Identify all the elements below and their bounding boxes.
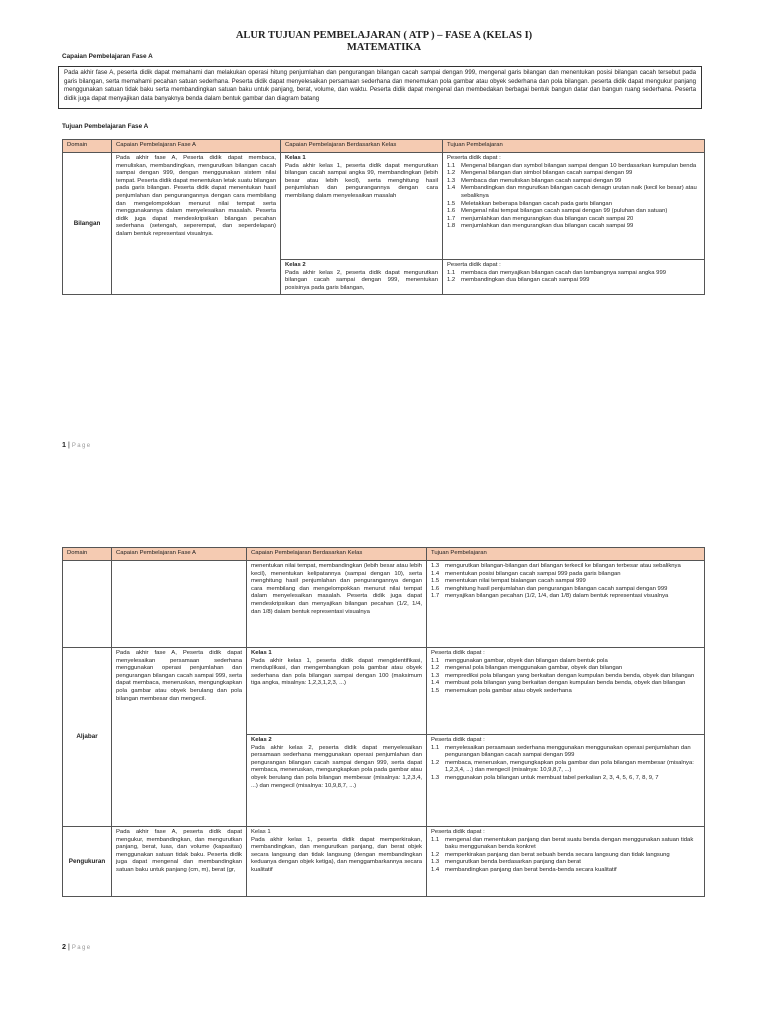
header-cp-fase: Capaian Pembelajaran Fase A	[112, 548, 247, 561]
cp-kelas-1-pengukuran	[247, 827, 427, 897]
tp-intro: Peserta didik dapat :	[431, 737, 485, 743]
title-line-1: ALUR TUJUAN PEMBELAJARAN ( ATP ) – FASE A (KELAS I)	[235, 30, 533, 41]
item-text: Mengenal nilai tempat bilangan cacah sampai dengan 99 (puluhan dan satuan)	[461, 208, 668, 215]
tp-list	[431, 837, 700, 875]
cp-fase-pengukuran: Pada akhir fase A, peserta didik dapat mengukur, membandingkan, dan mengurutkan panjang, berat, luas, dan volume (kapasitas) menggunakan satuan tidak baku. Peserta didik juga dapat mengenal dan membandingkan satuan baku untuk panjang (cm, m), berat (gr,	[112, 827, 247, 897]
item-number: 1.1	[431, 836, 440, 843]
list-item	[431, 593, 700, 601]
item-number: 1.3	[447, 177, 456, 184]
header-tujuan: Tujuan Pembelajaran	[427, 548, 705, 561]
tp-kelas-1-bilangan	[443, 153, 705, 260]
tp-intro: Peserta didik dapat :	[447, 262, 501, 268]
item-text: Membandingkan dan mngurutkan bilangan cacah denagn urutan naik (kecil ke besar) atau sebaliknya	[461, 185, 697, 199]
cp-kelas-1-bilangan	[281, 153, 443, 260]
kelas-1-title: Kelas 1	[251, 650, 272, 656]
tp-list	[431, 563, 700, 601]
item-number: 1.3	[431, 774, 440, 781]
domain-aljabar: Aljabar	[63, 648, 112, 827]
cp-fase-continued	[112, 561, 247, 648]
item-text: menentukan nilai tempat bialangan cacah sampai 999	[445, 578, 586, 585]
domain-bilangan: Bilangan	[63, 153, 112, 295]
list-item	[431, 571, 700, 579]
document-title	[0, 30, 768, 54]
item-text: mengenal pola bilangan menggunakan gambar, obyek dan bilangan	[445, 665, 623, 672]
item-text: mengurutkan benda berdasarkan panjang dan berat	[445, 859, 581, 866]
item-number: 1.2	[431, 759, 440, 766]
list-item	[447, 170, 700, 178]
cp-section-label: Capaian Pembelajaran Fase A	[62, 53, 153, 60]
cp-summary-box: Pada akhir fase A, peserta didik dapat memahami dan melakukan operasi hitung penjumlahan dan pengurangan bilangan cacah sampai dengan 999, mengenal garis bilangan dan menentukan posisi bilangan cacah tersebut pada garis bilangan, serta memahami pecahan satuan sederhana. Peserta didik dapat menyelesaikan persamaan sederhana dan menemukan pola gambar atau obyek sederhana dan pola bilangan. peserta didik dapat mengukur panjang menggunakan satuan tidak baku serta membandingkan satuan baku untuk panjang, berat, volume, dan waktu. Peserta didik dapat mengenal dan membedakan berbagai bentuk bangun datar dan bangun ruang sederhana. Peserta didik juga dapat menyajikan data banyaknya benda dalam bentuk gambar dan diagram batang	[58, 66, 702, 109]
kelas-2-text: Pada akhir kelas 2, peserta didik dapat menyelesaikan persamaan sederhana menggunakan operasi penjumlahan dan pengurangan bilangan cacah sampai dengan 999, serta dapat membaca, meneruskan, mengungkapkan pola pada gambar atau obyek berulang dan pola bilangan membesar (misalnya: 1,2,3,4, ...) dan mengecil (misalnya: 10,9,8,7, ...)	[251, 744, 422, 789]
item-text: membaca dan menyajikan bilangan cacah dan lambangnya sampai angka 999	[461, 269, 666, 276]
page-number: 2	[62, 942, 66, 951]
list-item	[447, 277, 700, 285]
item-text: Meletakkan beberapa bilangan cacah pada garis bilangan	[461, 200, 612, 207]
tp-kelas-2-bilangan	[443, 260, 705, 295]
list-item	[431, 665, 700, 673]
list-item	[447, 270, 700, 278]
item-number: 1.4	[431, 866, 440, 873]
cp-kelas-2-bilangan	[281, 260, 443, 295]
item-text: mengurutkan bilangan-bilangan dari bilangan terkecil ke bilangan terbesar atau sebaliknya	[445, 563, 681, 569]
list-item	[431, 760, 700, 775]
item-number: 1.3	[431, 563, 440, 569]
table-row	[63, 153, 705, 260]
title-line-2: MATEMATIKA	[346, 42, 422, 53]
atp-table-page-1	[62, 139, 705, 295]
item-text: Mengenal bilangan dan symbol bilangan sampai dengan 10 berdasarkan kumpulan benda	[461, 162, 697, 169]
item-text: Mengenal bilangan dan simbol bilangan cacah sampai dengan 99	[461, 170, 633, 177]
kelas-2-title: Kelas 2	[251, 737, 272, 743]
kelas-1-title: Kelas 1	[251, 829, 271, 835]
item-number: 1.1	[431, 657, 440, 664]
header-cp-kelas: Capaian Pembelajaran Berdasarkan Kelas	[247, 548, 427, 561]
tp-list	[447, 163, 700, 231]
item-number: 1.7	[447, 215, 456, 222]
item-text: menghitung hasil penjumlahan dan pengurangan bilangan cacah sampai dengan 999	[445, 585, 668, 592]
item-number: 1.4	[447, 185, 456, 192]
atp-table-page-2	[62, 547, 705, 897]
page-number: 1	[62, 440, 66, 449]
item-text: menentukan posisi bilangan cacah sampai 999 pada garis bilangan	[445, 570, 621, 577]
list-item	[431, 586, 700, 594]
cp-fase-bilangan: Pada akhir fase A, Peserta didik dapat membaca, menuliskan, membandingkan, mengurutkan bilangan cacah sampai dengan 999, dengan menggunakan sistem nilai tempat. Peserta didik dapat menentukan letak suatu bilangan pada garis bilangan. Peserta didik dapat menentukan hasil penjumlahan dan pengurangannya dengan cara membilang dan mengelompokkan menurut nilai tempat serta menggunakannya dalam menyelesaikan masalah. Peserta didik juga dapat mendeskripsikan bilangan pecahan sederhana (setengah, seperempat, dan seperdelapan) dalam bentuk representasi visualnya.	[112, 153, 281, 295]
tp-kelas-2-aljabar	[427, 735, 705, 827]
item-number: 1.2	[431, 851, 440, 858]
tp-kelas-1-pengukuran	[427, 827, 705, 897]
item-text: memperkirakan panjang dan berat sebuah benda secara langsung dan tidak langsung	[445, 851, 670, 858]
item-number: 1.5	[447, 200, 456, 207]
item-number: 1.1	[431, 744, 440, 751]
item-text: mengenal dan menentukan panjang dan berat suatu benda dengan menggunakan satuan tidak baku menggunakan benda konkret	[445, 836, 694, 851]
item-text: membandingkan dua bilangan cacah sampai 999	[461, 277, 590, 284]
table-row	[63, 561, 705, 648]
item-text: menyelesaikan persamaan sederhana menggunakan menggunakan operasi penjumlahan dan pengurangan bilangan cacah sampai dengan 999	[445, 744, 691, 759]
list-item	[447, 216, 700, 224]
tp-continued	[427, 561, 705, 648]
tp-list	[447, 270, 700, 285]
list-item	[431, 859, 700, 867]
tp-intro: Peserta didik dapat :	[431, 650, 485, 656]
list-item	[447, 223, 700, 231]
list-item	[431, 688, 700, 696]
item-text: menyajikan bilangan pecahan (1/2, 1/4, dan 1/8) dalam bentuk representasi visualnya	[445, 593, 669, 600]
table-row	[63, 827, 705, 897]
tp-kelas-1-aljabar	[427, 648, 705, 735]
header-domain: Domain	[63, 140, 112, 153]
list-item	[447, 208, 700, 216]
table-row	[63, 648, 705, 735]
item-text: Membaca dan menuliskan bilangan cacah sampai dengan 99	[461, 177, 622, 184]
kelas-1-title: Kelas 1	[285, 155, 306, 161]
item-text: membaca, meneruskan, mengungkapkan pola gambar dan pola bilangan membesar (misalnya: 1,2,3,4, ...) dan mengecil (misalnya: 10,9,8,7, ...)	[445, 759, 694, 774]
list-item	[431, 837, 700, 852]
header-domain: Domain	[63, 548, 112, 561]
cp-kelas-continued: menentukan nilai tempat, membandingkan (lebih besar atau lebih kecil), menentukan kelipatannya (sampai dengan 10), serta menghitung hasil penjumlahan dan pengurangannya dengan cara membilang dan mengelompokkan menurut nilai tempat dalam menyelesaikan masalah. Peserta didik juga dapat mendeskripsikan dan menyajikan bilangan pecahan (1/2, 1/4, dan 1/8) dalam bentuk representasi visualnya	[247, 561, 427, 648]
list-item	[431, 680, 700, 688]
tp-list	[431, 745, 700, 783]
item-number: 1.2	[447, 277, 456, 284]
item-number: 1.4	[431, 570, 440, 577]
header-cp-kelas: Capaian Pembelajaran Berdasarkan Kelas	[281, 140, 443, 153]
page-word: Page	[71, 945, 92, 951]
list-item	[431, 658, 700, 666]
tp-intro: Peserta didik dapat :	[431, 829, 485, 835]
list-item	[447, 178, 700, 186]
cp-kelas-1-aljabar	[247, 648, 427, 735]
footer-separator: |	[68, 440, 70, 449]
item-number: 1.3	[431, 672, 440, 679]
item-text: menjumlahkan dan mengurangkan dua bilangan cacah sampai 99	[461, 223, 634, 230]
list-item	[431, 578, 700, 586]
item-number: 1.7	[431, 593, 440, 600]
list-item	[431, 673, 700, 681]
header-cp-fase: Capaian Pembelajaran Fase A	[112, 140, 281, 153]
list-item	[447, 201, 700, 209]
item-number: 1.2	[447, 170, 456, 177]
item-text: menjumlahkan dan mengurangkan dua bilangan cacah sampai 20	[461, 215, 634, 222]
list-item	[431, 852, 700, 860]
item-number: 1.6	[447, 208, 456, 215]
list-item	[431, 775, 700, 783]
item-text: membandingkan panjang dan berat benda-benda secara kualitatif	[445, 866, 617, 873]
item-text: membuat pola bilangan yang berkaitan dengan kumpulan benda benda, obyek dan bilangan	[445, 680, 686, 687]
item-number: 1.8	[447, 223, 456, 230]
item-number: 1.5	[431, 687, 440, 694]
footer-separator: |	[68, 942, 70, 951]
list-item	[431, 867, 700, 875]
list-item	[447, 163, 700, 171]
cp-kelas-2-aljabar	[247, 735, 427, 827]
item-number: 1.1	[447, 269, 456, 276]
domain-pengukuran: Pengukuran	[63, 827, 112, 897]
kelas-1-text: Pada akhir kelas 1, peserta didik dapat mengidentifikasi, menduplikasi, dan mengembangkan pola gambar atau obyek sederhana dan pola bilangan sampai dengan 100 (maksimum tiga angka, misalnya: 1,2,3,1,2,3, ...)	[251, 657, 422, 687]
item-text: menggunakan pola bilangan untuk membuat tabel perkalian 2, 3, 4, 5, 6, 7, 8, 9, 7	[445, 774, 659, 781]
item-text: memprediksi pola bilangan yang berkaitan dengan kumpulan benda benda, obyek dan bilangan	[445, 672, 695, 679]
cp-fase-aljabar: Pada akhir fase A, Peserta didik dapat menyelesaikan persamaan sederhana menggunakan operasi penjumlahan dan pengurangan bilangan cacah sampai 999, serta dapat membaca, meneruskan, mengungkapkan pola gambar atau obyek berulang dan pola bilangan membesar dan mengecil.	[112, 648, 247, 827]
page-footer-1	[62, 440, 92, 449]
item-number: 1.1	[447, 162, 456, 169]
page-word: Page	[71, 443, 92, 449]
header-tujuan: Tujuan Pembelajaran	[443, 140, 705, 153]
tp-intro: Peserta didik dapat :	[447, 155, 501, 161]
domain-continued	[63, 561, 112, 648]
item-number: 1.5	[431, 578, 440, 585]
document-page-1	[0, 0, 768, 470]
kelas-1-text: Pada akhir kelas 1, peserta didik dapat mengurutkan bilangan cacah sampai angka 99, membandingkan (lebih besar atau lebih kecil), serta menghitung hasil penjumlahan dan pengurangannya dengan cara membilang dalam menyelesaikan masalah	[285, 162, 438, 199]
kelas-2-text: Pada akhir kelas 2, peserta didik dapat mengurutkan bilangan cacah sampai dengan 999, menentukan posisinya pada garis bilangan,	[285, 269, 438, 291]
list-item	[447, 185, 700, 200]
table-header-row	[63, 140, 705, 153]
table-header-row	[63, 548, 705, 561]
document-page-2	[0, 500, 768, 1024]
tp-list	[431, 658, 700, 696]
item-number: 1.3	[431, 859, 440, 866]
item-text: menemukan pola gambar atau obyek sederhana	[445, 687, 572, 694]
kelas-1-text: Pada akhir kelas 1, peserta didik dapat memperkirakan, membandingkan, dan mengurutkan panjang, dan berat objek secara langsung dan tidak langsung (dengan membandingkan keduanya dengan objek ketiga), dan menggambarkannya secara kualitatif	[251, 836, 422, 873]
item-text: menggunakan gambar, obyek dan bilangan dalam bentuk pola	[445, 657, 608, 664]
list-item	[431, 563, 700, 571]
tp-section-label: Tujuan Pembelajaran Fase A	[62, 123, 149, 130]
kelas-2-title: Kelas 2	[285, 262, 306, 268]
item-number: 1.2	[431, 665, 440, 672]
page-footer-2	[62, 942, 92, 951]
item-number: 1.6	[431, 585, 440, 592]
item-number: 1.4	[431, 680, 440, 687]
list-item	[431, 745, 700, 760]
